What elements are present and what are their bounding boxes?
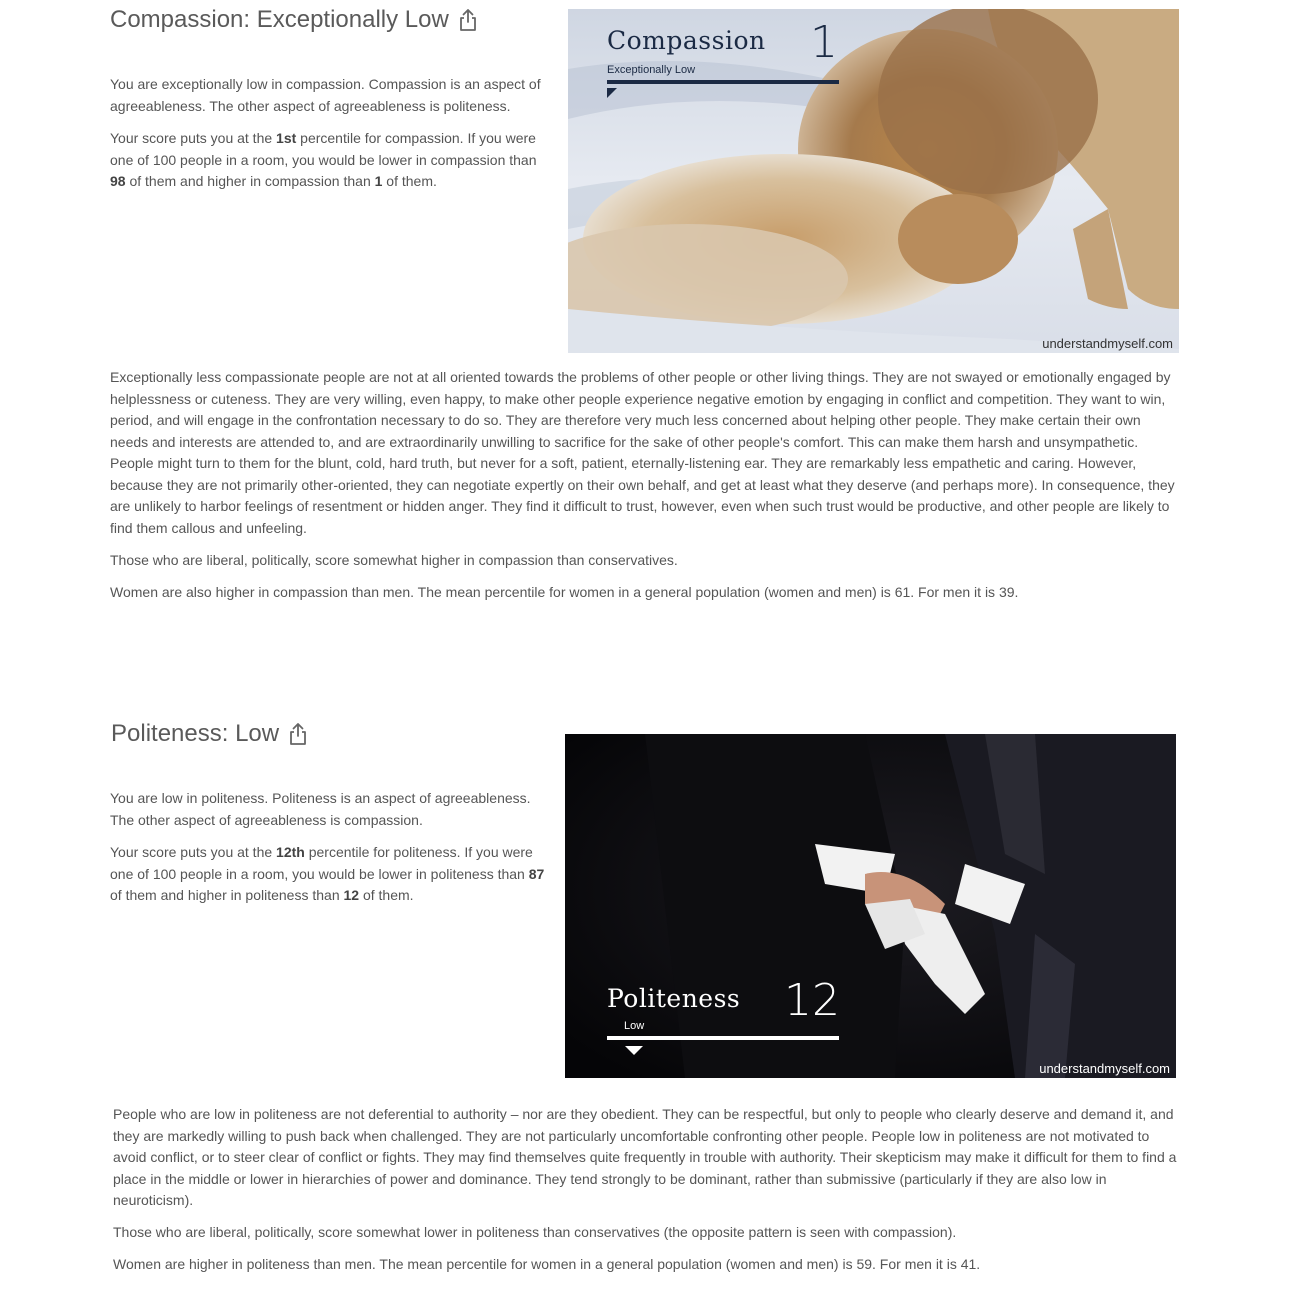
- scorecard-bar: [607, 1036, 839, 1040]
- percentile-marker: [625, 1046, 643, 1055]
- compassion-percentile: 1st: [276, 130, 297, 146]
- politeness-intro: [110, 788, 550, 918]
- description-paragraph: Women are also higher in compassion than men. The mean percentile for women in a general population (women and men) is 61. For men it is 39.: [110, 583, 1019, 600]
- description-paragraph: Those who are liberal, politically, score somewhat lower in politeness than conservatives (the opposite pattern is seen with compassion).: [113, 1224, 957, 1240]
- compassion-description: [110, 367, 1182, 614]
- compassion-heading-text: Compassion: Exceptionally Low: [110, 6, 449, 33]
- compassion-higher-count: 1: [374, 173, 383, 189]
- compassion-intro: [110, 74, 550, 204]
- politeness-heading-text: Politeness: Low: [111, 720, 280, 747]
- share-icon[interactable]: [287, 722, 309, 746]
- description-paragraph: People who are low in politeness are not deferential to authority – nor are they obedient. They can be respectful, but only to people who clearly deserve and demand it, and they are markedly willing to push back when challenged. They are not particularly uncomfortable confronting other people. People low in politeness are not motivated to avoid conflict, or to steer clear of conflict or fights. They may find themselves quite frequently in trouble with authority. Their skepticism may make it difficult for them to find a place in the middle or lower in hierarchies of power and dominance. They tend strongly to be dominant, rather than submissive (particularly if they are also low in neuroticism).: [113, 1106, 1177, 1208]
- scorecard-number: 1: [810, 17, 838, 68]
- description-paragraph: Exceptionally less compassionate people are not at all oriented towards the problems of other people or other living things. They are not swayed or emotionally engaged by helplessness or cuteness. They are very willing, even happy, to make other people experience negative emotion by engaging in conflict and competition. They want to win, period, and will engage in the confrontation necessary to do so. They are therefore very much less concerned about helping other people. They make certain their own needs and interests are attended to, and are extraordinarily unwilling to sacrifice for the sake of other people's comfort. This can make them harsh and unsympathetic. People might turn to them for the blunt, cold, hard truth, but never for a soft, patient, eternally-listening ear. They are remarkably less empathetic and caring. However, because they are not primarily other-oriented, they can negotiate expertly on their own behalf, and get at least what they deserve (and perhaps more). In consequence, they are unlikely to harbor feelings of resentment or hidden anger. They find it difficult to trust, however, even when such trust would be productive, and other people are likely to find them callous and unfeeling.: [110, 369, 1175, 536]
- compassion-scorecard: [607, 17, 839, 101]
- scorecard-title: Compassion: [607, 26, 766, 55]
- politeness-description: [113, 1104, 1185, 1286]
- politeness-scorecard: [607, 975, 840, 1058]
- text-fragment: of them.: [382, 173, 437, 189]
- scorecard-bar: [607, 80, 839, 84]
- watermark: understandmyself.com: [1042, 336, 1173, 351]
- politeness-heading: [111, 720, 309, 748]
- text-fragment: percentile for politeness. If you were one of 100 people in a room, you would be lower in politeness than: [110, 844, 533, 882]
- politeness-intro-p1: You are low in politeness. Politeness is an aspect of agreeableness. The other aspect of agreeableness is compassion.: [110, 790, 531, 828]
- politeness-percentile: 12th: [276, 844, 305, 860]
- scorecard-level: Exceptionally Low: [607, 64, 696, 76]
- scorecard-level: Low: [624, 1020, 645, 1032]
- scorecard-title: Politeness: [607, 984, 741, 1013]
- text-fragment: of them and higher in politeness than: [110, 887, 344, 903]
- text-fragment: of them and higher in compassion than: [125, 173, 375, 189]
- politeness-intro-p2: [110, 842, 550, 907]
- compassion-intro-p2: [110, 128, 550, 193]
- compassion-heading: [110, 6, 479, 34]
- text-fragment: of them.: [359, 887, 414, 903]
- politeness-section: [0, 715, 1300, 1300]
- text-fragment: Your score puts you at the: [110, 844, 277, 860]
- text-fragment: percentile for compassion. If you were one of 100 people in a room, you would be lower in compassion than: [110, 130, 537, 168]
- politeness-higher-count: 12: [343, 887, 360, 903]
- text-fragment: Your score puts you at the: [110, 130, 277, 146]
- compassion-image: [568, 9, 1179, 353]
- scorecard-number: 12: [784, 975, 840, 1026]
- compassion-intro-p1: You are exceptionally low in compassion. Compassion is an aspect of agreeableness. The other aspect of agreeableness is politeness.: [110, 76, 541, 114]
- description-paragraph: Those who are liberal, politically, score somewhat higher in compassion than conservatives.: [110, 551, 678, 568]
- watermark: understandmyself.com: [1039, 1061, 1170, 1076]
- politeness-image: [565, 734, 1176, 1078]
- share-icon[interactable]: [457, 8, 479, 32]
- description-paragraph: Women are higher in politeness than men. The mean percentile for women in a general population (women and men) is 59. For men it is 41.: [113, 1256, 981, 1272]
- compassion-lower-count: 98: [110, 173, 126, 189]
- percentile-marker: [607, 88, 617, 98]
- politeness-lower-count: 87: [528, 865, 545, 882]
- compassion-section: [0, 0, 1300, 620]
